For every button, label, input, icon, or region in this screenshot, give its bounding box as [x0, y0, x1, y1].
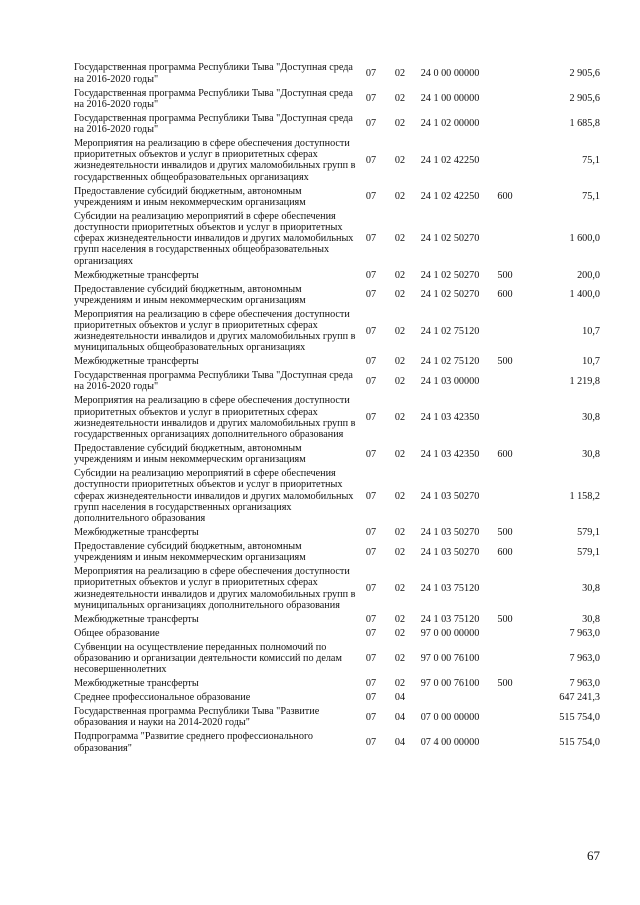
row-subsection-code: 02	[394, 678, 406, 690]
row-name: Предоставление субсидий бюджетным, автономным учреждениям и иным некоммерческим организациям	[74, 185, 306, 208]
row-amount: 579,1	[577, 546, 600, 558]
row-name: Межбюджетные трансферты	[74, 356, 199, 368]
row-expense-type	[486, 86, 524, 111]
row-target-article: 24 1 02 42250	[420, 154, 480, 166]
row-section-code: 07	[365, 627, 377, 639]
table-row	[74, 184, 600, 209]
table-row	[74, 111, 600, 136]
row-subsection-code: 02	[394, 627, 406, 639]
row-target-article: 24 1 02 75120	[420, 356, 480, 368]
row-name: Мероприятия на реализацию в сфере обеспечения доступности приоритетных объектов и услуг в приоритетных сферах жизнедеятельности инвалидов и других маломобильных групп в государственных общеобразовательных организациях	[74, 137, 356, 183]
row-amount: 1 600,0	[569, 233, 600, 245]
row-name: Государственная программа Республики Тыва "Доступная среда на 2016-2020 годы"	[74, 112, 353, 135]
row-target-article: 24 1 03 50270	[420, 490, 480, 502]
row-name: Государственная программа Республики Тыва "Доступная среда на 2016-2020 годы"	[74, 370, 353, 393]
budget-table	[74, 61, 600, 755]
row-expense-type: 600	[497, 546, 513, 558]
row-amount: 2 905,6	[569, 93, 600, 105]
table-row	[74, 282, 600, 307]
row-expense-type	[486, 626, 524, 640]
row-section-code: 07	[365, 583, 377, 595]
row-subsection-code: 02	[394, 93, 406, 105]
table-row	[74, 626, 600, 640]
row-section-code: 07	[365, 93, 377, 105]
table-row	[74, 705, 600, 730]
row-subsection-code: 02	[394, 325, 406, 337]
row-subsection-code: 02	[394, 546, 406, 558]
table-row	[74, 394, 600, 442]
table-row	[74, 209, 600, 268]
row-section-code: 07	[365, 448, 377, 460]
row-target-article: 24 1 02 75120	[420, 325, 480, 337]
row-section-code: 07	[365, 325, 377, 337]
row-target-article: 24 1 02 00000	[420, 118, 480, 130]
row-subsection-code: 02	[394, 67, 406, 79]
row-name: Подпрограмма "Развитие среднего профессионального образования"	[74, 731, 313, 754]
row-target-article: 24 1 03 42350	[420, 412, 480, 424]
row-amount: 75,1	[582, 154, 600, 166]
row-name: Государственная программа Республики Тыва "Развитие образования и науки на 2014-2020 годы"	[74, 706, 320, 729]
row-expense-type	[486, 307, 524, 355]
row-expense-type: 600	[497, 448, 513, 460]
row-name: Мероприятия на реализацию в сфере обеспечения доступности приоритетных объектов и услуг в приоритетных сферах жизнедеятельности инвалидов и других маломобильных групп в государственных организациях дополнительного образования	[74, 395, 356, 441]
row-name: Предоставление субсидий бюджетным, автономным учреждениям и иным некоммерческим организациям	[74, 443, 306, 466]
row-name: Субсидии на реализацию мероприятий в сфере обеспечения доступности приоритетных объектов и услуг в приоритетных сферах жизнедеятельности инвалидов и других маломобильных групп населения в государственных организациях дополнительного образования	[74, 468, 354, 525]
row-amount: 7 963,0	[569, 652, 600, 664]
row-amount: 579,1	[577, 527, 600, 539]
row-amount: 515 754,0	[559, 711, 600, 723]
row-target-article: 24 1 03 42350	[420, 448, 480, 460]
row-target-article: 07 4 00 00000	[420, 736, 480, 748]
row-amount: 1 219,8	[569, 375, 600, 387]
row-amount: 30,8	[582, 412, 600, 424]
table-row	[74, 137, 600, 185]
row-section-code: 07	[365, 191, 377, 203]
row-expense-type	[486, 467, 524, 526]
row-section-code: 07	[365, 289, 377, 301]
row-name: Субсидии на реализацию мероприятий в сфере обеспечения доступности приоритетных объектов и услуг в приоритетных сферах жизнедеятельности инвалидов и других маломобильных групп населения в государственных общеобразовательных организациях	[74, 210, 354, 267]
row-expense-type	[486, 565, 524, 613]
row-target-article: 24 1 03 75120	[420, 583, 480, 595]
table-row	[74, 86, 600, 111]
row-name: Межбюджетные трансферты	[74, 269, 199, 281]
row-subsection-code: 02	[394, 583, 406, 595]
row-section-code: 07	[365, 613, 377, 625]
row-section-code: 07	[365, 375, 377, 387]
row-target-article: 24 1 02 50270	[420, 269, 480, 281]
row-expense-type: 600	[497, 191, 513, 203]
row-subsection-code: 02	[394, 233, 406, 245]
row-target-article: 97 0 00 76100	[420, 652, 480, 664]
row-expense-type: 600	[497, 289, 513, 301]
row-subsection-code: 02	[394, 412, 406, 424]
row-subsection-code: 04	[394, 736, 406, 748]
row-expense-type	[486, 369, 524, 394]
table-row	[74, 540, 600, 565]
row-subsection-code: 02	[394, 652, 406, 664]
row-target-article: 24 1 02 50270	[420, 233, 480, 245]
row-name: Государственная программа Республики Тыва "Доступная среда на 2016-2020 годы"	[74, 62, 353, 85]
row-target-article: 24 1 00 00000	[420, 93, 480, 105]
row-target-article: 24 1 03 50270	[420, 546, 480, 558]
table-row	[74, 677, 600, 691]
row-amount: 1 158,2	[569, 490, 600, 502]
row-target-article: 24 1 02 50270	[420, 289, 480, 301]
row-target-article: 24 1 03 75120	[420, 613, 480, 625]
row-section-code: 07	[365, 490, 377, 502]
row-name: Общее образование	[74, 627, 160, 639]
row-expense-type: 500	[497, 613, 513, 625]
row-section-code: 07	[365, 356, 377, 368]
row-target-article: 24 0 00 00000	[420, 67, 480, 79]
row-subsection-code: 02	[394, 289, 406, 301]
row-expense-type	[486, 730, 524, 755]
row-section-code: 07	[365, 154, 377, 166]
row-expense-type: 500	[497, 678, 513, 690]
row-amount: 75,1	[582, 191, 600, 203]
table-row	[74, 730, 600, 755]
row-name: Государственная программа Республики Тыва "Доступная среда на 2016-2020 годы"	[74, 87, 353, 110]
row-amount: 30,8	[582, 583, 600, 595]
row-amount: 10,7	[582, 356, 600, 368]
row-name: Среднее профессиональное образование	[74, 692, 251, 704]
table-row	[74, 467, 600, 526]
row-section-code: 07	[365, 269, 377, 281]
row-name: Мероприятия на реализацию в сфере обеспечения доступности приоритетных объектов и услуг в приоритетных сферах жизнедеятельности инвалидов и других маломобильных групп в муниципальных организациях дополнительного образования	[74, 566, 356, 611]
row-target-article: 97 0 00 76100	[420, 678, 480, 690]
table-row	[74, 307, 600, 355]
row-subsection-code: 02	[394, 527, 406, 539]
table-row	[74, 268, 600, 282]
table-row	[74, 691, 600, 705]
table-row	[74, 612, 600, 626]
row-amount: 30,8	[582, 613, 600, 625]
row-subsection-code: 02	[394, 375, 406, 387]
table-row	[74, 355, 600, 369]
row-subsection-code: 04	[394, 692, 406, 704]
row-name: Межбюджетные трансферты	[74, 527, 199, 539]
row-expense-type: 500	[497, 356, 513, 368]
row-amount: 10,7	[582, 325, 600, 337]
page-number: 67	[587, 848, 600, 863]
row-expense-type	[486, 394, 524, 442]
row-section-code: 07	[365, 692, 377, 704]
row-section-code: 07	[365, 412, 377, 424]
row-amount: 1 400,0	[569, 289, 600, 301]
row-subsection-code: 04	[394, 711, 406, 723]
row-amount: 7 963,0	[569, 627, 600, 639]
row-amount: 647 241,3	[559, 692, 600, 704]
table-row	[74, 442, 600, 467]
row-section-code: 07	[365, 527, 377, 539]
row-target-article: 24 1 02 42250	[420, 191, 480, 203]
row-target-article	[414, 691, 486, 705]
row-amount: 2 905,6	[569, 67, 600, 79]
row-expense-type: 500	[497, 527, 513, 539]
table-row	[74, 640, 600, 676]
table-row	[74, 565, 600, 613]
row-section-code: 07	[365, 67, 377, 79]
row-expense-type	[486, 640, 524, 676]
row-amount: 1 685,8	[569, 118, 600, 130]
row-amount: 515 754,0	[559, 736, 600, 748]
row-expense-type	[486, 209, 524, 268]
row-amount: 200,0	[577, 269, 600, 281]
table-row	[74, 369, 600, 394]
row-name: Субвенции на осуществление переданных полномочий по образованию и организации деятельности комиссий по делам несовершеннолетних	[74, 641, 342, 676]
row-section-code: 07	[365, 233, 377, 245]
table-row	[74, 526, 600, 540]
row-subsection-code: 02	[394, 191, 406, 203]
row-subsection-code: 02	[394, 448, 406, 460]
row-target-article: 24 1 03 50270	[420, 527, 480, 539]
row-subsection-code: 02	[394, 613, 406, 625]
row-target-article: 24 1 03 00000	[420, 375, 480, 387]
row-expense-type	[486, 111, 524, 136]
row-section-code: 07	[365, 652, 377, 664]
row-name: Предоставление субсидий бюджетным, автономным учреждениям и иным некоммерческим организациям	[74, 541, 306, 564]
row-expense-type	[486, 691, 524, 705]
row-subsection-code: 02	[394, 356, 406, 368]
budget-table-body	[74, 61, 600, 755]
row-name: Мероприятия на реализацию в сфере обеспечения доступности приоритетных объектов и услуг в приоритетных сферах жизнедеятельности инвалидов и других маломобильных групп в муниципальных общеобразовательных организациях	[74, 308, 356, 354]
row-name: Межбюджетные трансферты	[74, 613, 199, 625]
table-row	[74, 61, 600, 86]
row-expense-type: 500	[497, 269, 513, 281]
row-subsection-code: 02	[394, 490, 406, 502]
row-subsection-code: 02	[394, 154, 406, 166]
row-target-article: 97 0 00 00000	[420, 627, 480, 639]
row-expense-type	[486, 705, 524, 730]
row-expense-type	[486, 61, 524, 86]
row-subsection-code: 02	[394, 118, 406, 130]
row-section-code: 07	[365, 118, 377, 130]
row-amount: 7 963,0	[569, 678, 600, 690]
row-target-article: 07 0 00 00000	[420, 711, 480, 723]
row-name: Предоставление субсидий бюджетным, автономным учреждениям и иным некоммерческим организациям	[74, 283, 306, 306]
row-name: Межбюджетные трансферты	[74, 678, 199, 690]
row-expense-type	[486, 137, 524, 185]
row-subsection-code: 02	[394, 269, 406, 281]
row-section-code: 07	[365, 546, 377, 558]
row-section-code: 07	[365, 736, 377, 748]
row-section-code: 07	[365, 678, 377, 690]
row-amount: 30,8	[582, 448, 600, 460]
row-section-code: 07	[365, 711, 377, 723]
